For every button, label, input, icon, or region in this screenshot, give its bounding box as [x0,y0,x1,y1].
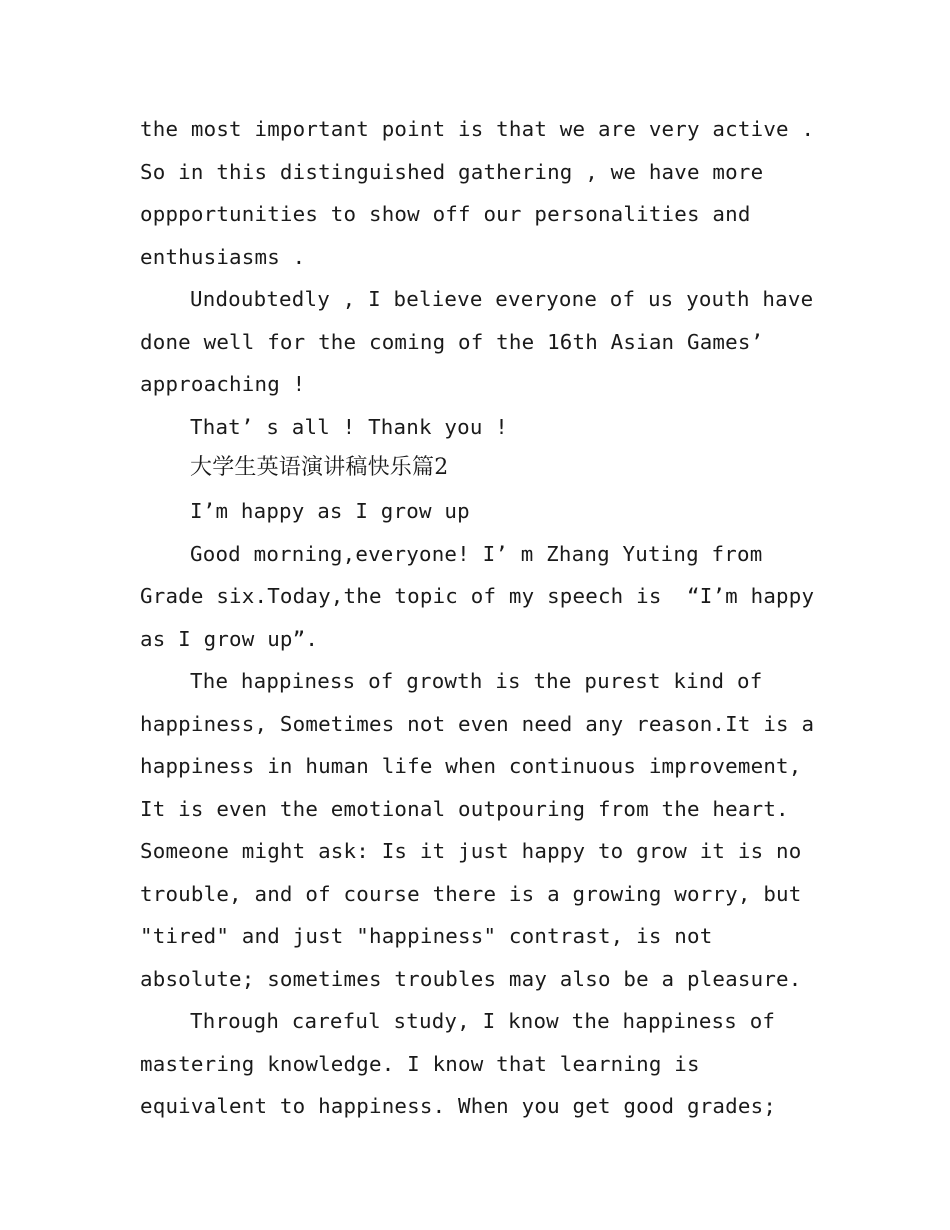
text-line: equivalent to happiness. When you get good grades; [140,1094,777,1118]
text-line: That’ s all ! Thank you ! [190,415,509,439]
text-line: The happiness of growth is the purest kind of [190,669,763,693]
text-line: oppportunities to show off our personalities and [140,202,751,226]
text-line: So in this distinguished gathering , we have more [140,160,764,184]
text-line: "tired" and just "happiness" contrast, is not [140,924,713,948]
text-line: Good morning,everyone! I’ m Zhang Yuting from [190,542,763,566]
section-heading: 大学生英语演讲稿快乐篇2 [190,455,449,480]
text-line: the most important point is that we are very active . [140,117,815,141]
text-line: happiness in human life when continuous improvement, [140,754,802,778]
text-line: as I grow up”. [140,627,319,651]
text-line: It is even the emotional outpouring from the heart. [140,797,789,821]
text-line: approaching ! [140,372,306,396]
text-line: Someone might ask: Is it just happy to grow it is no [140,839,802,863]
text-line: mastering knowledge. I know that learning is [140,1052,700,1076]
text-line: enthusiasms . [140,245,306,269]
text-line: trouble, and of course there is a growing worry, but [140,882,802,906]
text-line: happiness, Sometimes not even need any reason.It is a [140,712,815,736]
text-line: absolute; sometimes troubles may also be a pleasure. [140,967,802,991]
text-line: Undoubtedly , I believe everyone of us youth have [190,287,814,311]
text-line: Grade six.Today,the topic of my speech is “I’m happy [140,584,815,608]
text-line: Through careful study, I know the happiness of [190,1009,776,1033]
speech-title: I’m happy as I grow up [190,499,470,523]
text-line: done well for the coming of the 16th Asian Games’ [140,330,764,354]
